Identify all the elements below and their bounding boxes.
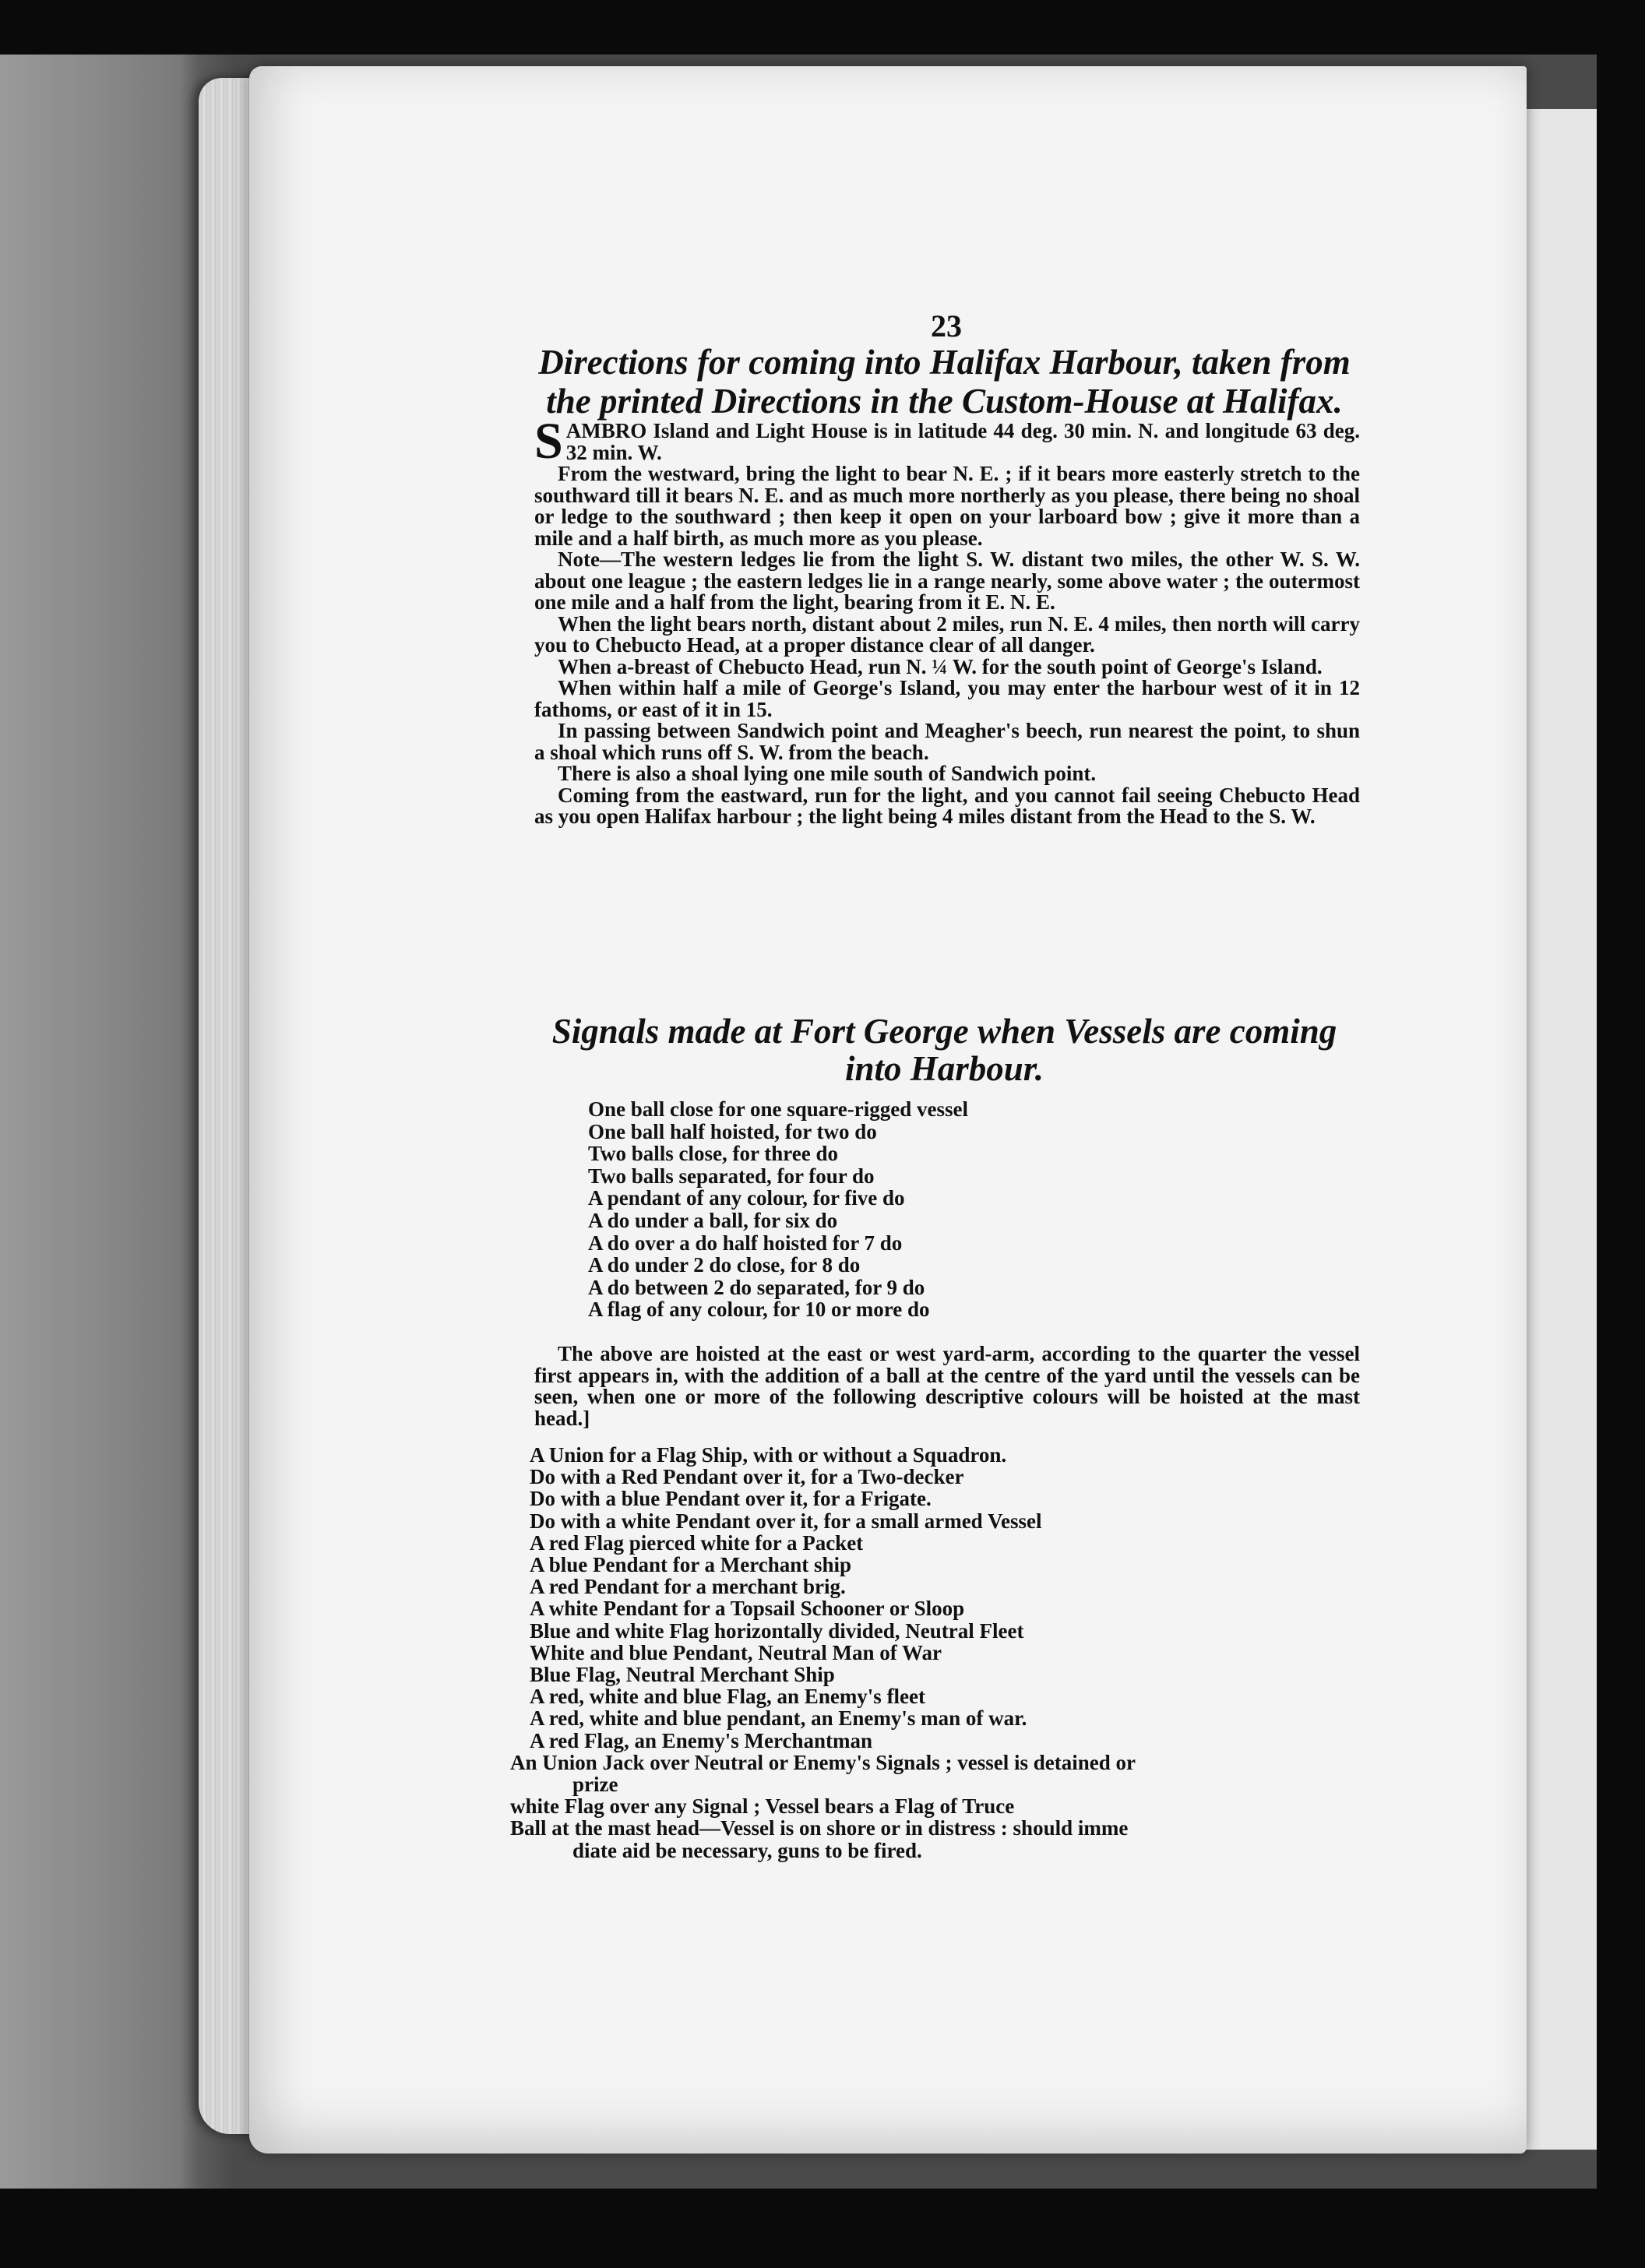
flag-item: Blue Flag, Neutral Merchant Ship: [530, 1663, 835, 1687]
signal-item: Two balls separated, for four do: [588, 1164, 875, 1188]
intro-paragraph: [534, 413, 1360, 470]
signal-item: A do under 2 do close, for 8 do: [588, 1253, 861, 1277]
flag-item: White and blue Pendant, Neutral Man of War: [530, 1640, 942, 1664]
signal-item: A do under a ball, for six do: [588, 1208, 838, 1232]
signal-item: A do between 2 do separated, for 9 do: [588, 1275, 925, 1299]
page-number: 23: [931, 308, 962, 343]
flag-item: A red Flag pierced white for a Packet: [530, 1530, 864, 1555]
signal-item: A pendant of any colour, for five do: [588, 1186, 905, 1210]
flag-item: A red Pendant for a merchant brig.: [530, 1575, 846, 1599]
flag-item: A red, white and blue pendant, an Enemy's man of war.: [530, 1706, 1027, 1731]
flag-item: Do with a blue Pendant over it, for a Frigate.: [530, 1487, 932, 1511]
film-border-top: [0, 0, 1645, 55]
flag-item: A Union for a Flag Ship, with or without a Squadron.: [530, 1443, 1007, 1467]
directions-title: Directions for coming into Halifax Harbour, taken from the printed Directions in the Custom-House at Halifax.: [538, 343, 1351, 421]
paragraph: From the westward, bring the light to bear N. E. ; if it bears more easterly stretch to the southward till it bears N. E. and as much more northerly as you please, there being no shoal or ledge to the southward ; then keep it open on your larboard bow ; give it more than a mile and a half birth, as much more as you please.: [534, 462, 1360, 550]
signal-item: Two balls close, for three do: [588, 1142, 838, 1166]
paragraph: There is also a shoal lying one mile south of Sandwich point.: [558, 762, 1097, 785]
flag-item: Do with a white Pendant over it, for a small armed Vessel: [530, 1509, 1042, 1533]
directions-body: [534, 413, 1360, 828]
film-border-right: [1597, 0, 1645, 2268]
union-jack-continuation: prize: [572, 1773, 618, 1797]
paragraph: When a-breast of Chebucto Head, run N. ¼ W. for the south point of George's Island.: [558, 654, 1323, 678]
paragraph: In passing between Sandwich point and Meagher's beech, run nearest the point, to shun a shoal which runs off S. W. from the beach.: [534, 719, 1360, 764]
signals-title: Signals made at Fort George when Vessels are coming into Harbour.: [551, 1012, 1337, 1088]
union-jack-line: An Union Jack over Neutral or Enemy's Signals ; vessel is detained or: [510, 1750, 1136, 1774]
distress-continuation: diate aid be necessary, guns to be fired.: [572, 1838, 922, 1862]
signal-item: One ball half hoisted, for two do: [588, 1119, 877, 1143]
flag-item: Blue and white Flag horizontally divided, Neutral Fleet: [530, 1618, 1024, 1643]
hoist-note-block: [534, 1344, 1360, 1429]
flag-item: A red, white and blue Flag, an Enemy's fleet: [530, 1685, 926, 1709]
hoist-note: The above are hoisted at the east or west yard-arm, according to the quarter the vessel first appears in, with the addition of a ball at the centre of the yard until the vessels can be seen, when one or more of the following descriptive colours will be hoisted at the mast head.]: [534, 1342, 1360, 1430]
paragraph: Coming from the eastward, run for the light, and you cannot fail seeing Chebucto Head as you open Halifax harbour ; the light being 4 miles distant from the Head to the S. W.: [534, 783, 1360, 828]
signal-item: One ball close for one square-rigged vessel: [588, 1097, 968, 1121]
paragraph: When within half a mile of George's Island, you may enter the harbour west of it in 12 fathoms, or east of it in 15.: [534, 676, 1360, 721]
flag-item: A white Pendant for a Topsail Schooner or Sloop: [530, 1597, 965, 1621]
signal-item: A do over a do half hoisted for 7 do: [588, 1231, 903, 1255]
drop-cap: S: [534, 413, 563, 470]
flags-list: [510, 1444, 1367, 1861]
distress-line: Ball at the mast head—Vessel is on shore or in distress : should imme: [510, 1816, 1129, 1840]
film-border-bottom: [0, 2189, 1645, 2268]
paragraph: Note—The western ledges lie from the light S. W. distant two miles, the other W. S. W. about one league ; the eastern ledges lie in a range nearly, some above water ; the outermost one mile and a half from the light, bearing from it E. N. E.: [534, 548, 1360, 614]
truce-line: white Flag over any Signal ; Vessel bears a Flag of Truce: [510, 1794, 1015, 1819]
flag-item: A red Flag, an Enemy's Merchantman: [530, 1728, 873, 1752]
paragraph: When the light bears north, distant about 2 miles, run N. E. 4 miles, then north will carry you to Chebucto Head, at a proper distance clear of all danger.: [534, 611, 1360, 657]
signals-list: [588, 1098, 1055, 1321]
signal-item: A flag of any colour, for 10 or more do: [588, 1298, 930, 1322]
flag-item: A blue Pendant for a Merchant ship: [530, 1553, 852, 1577]
intro-text: AMBRO Island and Light House is in latitude 44 deg. 30 min. N. and longitude 63 deg. 32 min. W.: [565, 419, 1360, 464]
flag-item: Do with a Red Pendant over it, for a Two-decker: [530, 1465, 964, 1489]
